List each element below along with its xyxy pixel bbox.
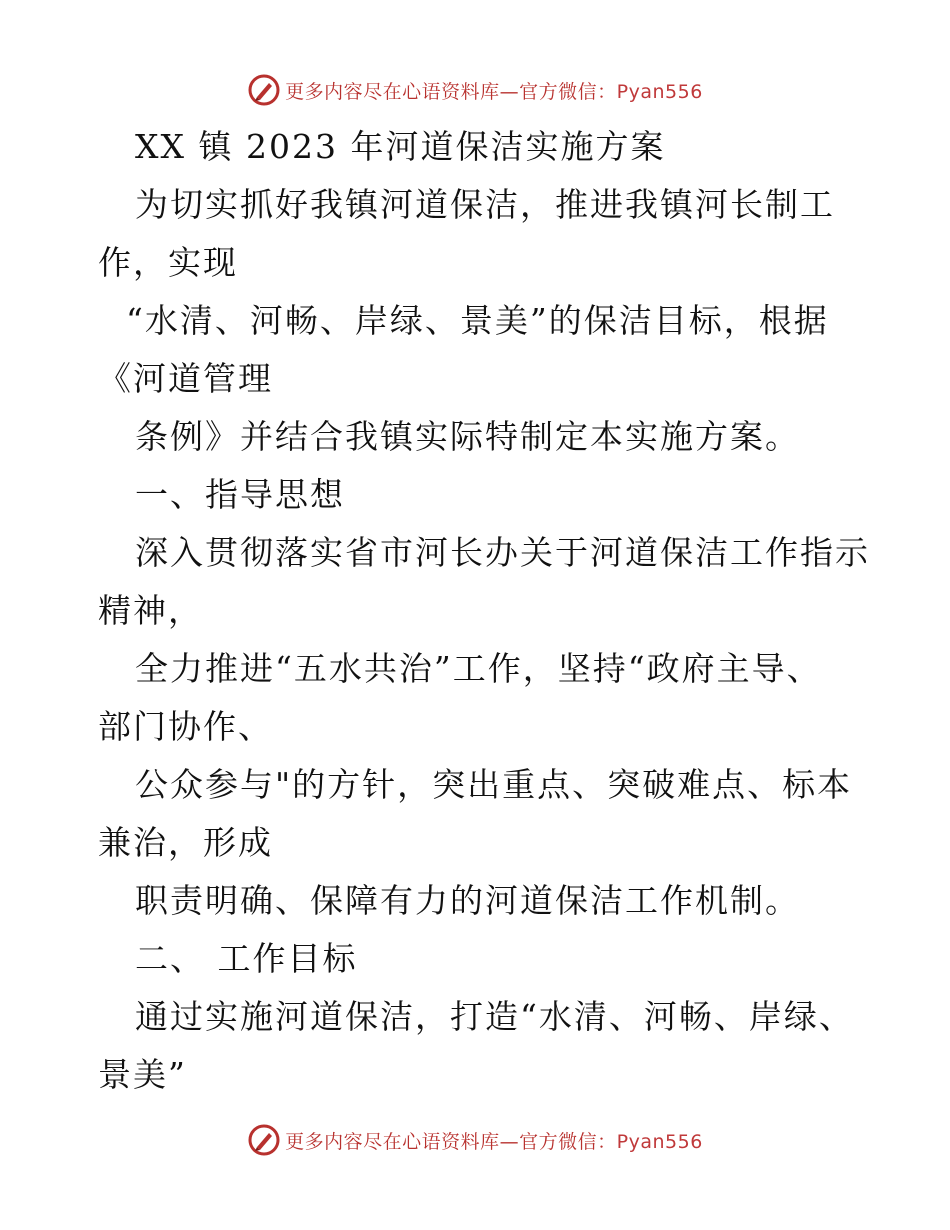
document-body [98,118,868,1104]
paragraph-line: 兼治，形成 [98,823,273,862]
section-heading: 二、 工作目标 [135,939,358,978]
paragraph-line: 为切实抓好我镇河道保洁，推进我镇河长制工 [135,185,835,224]
paragraph-line: 作，实现 [98,243,238,282]
paragraph-line: 深入贯彻落实省市河长办关于河道保洁工作指示 [135,533,870,572]
paragraph-line: 《河道管理 [98,359,273,398]
pen-logo-icon [247,73,281,107]
header-watermark [0,70,950,110]
watermark-text: 更多内容尽在心语资料库—官方微信：Pyan556 [285,80,703,103]
paragraph-line: 公众参与"的方针，突出重点、突破难点、标本 [135,765,853,804]
paragraph-line: “水清、河畅、岸绿、景美”的保洁目标，根据 [126,301,829,340]
section-heading: 一、指导思想 [135,475,345,514]
paragraph-line: 部门协作、 [98,707,273,746]
document-title: XX 镇 2023 年河道保洁实施方案 [135,127,666,166]
pen-logo-icon [247,1123,281,1157]
paragraph-line: 精神， [98,591,203,630]
footer-watermark [0,1120,950,1160]
paragraph-line: 条例》并结合我镇实际特制定本实施方案。 [135,417,800,456]
paragraph-line: 职责明确、保障有力的河道保洁工作机制。 [135,881,800,920]
paragraph-line: 全力推进“五水共治”工作，坚持“政府主导、 [135,649,822,688]
paragraph-line: 通过实施河道保洁，打造“水清、河畅、岸绿、 [135,997,854,1036]
paragraph-line: 景美” [98,1055,187,1094]
watermark-text: 更多内容尽在心语资料库—官方微信：Pyan556 [285,1130,703,1153]
